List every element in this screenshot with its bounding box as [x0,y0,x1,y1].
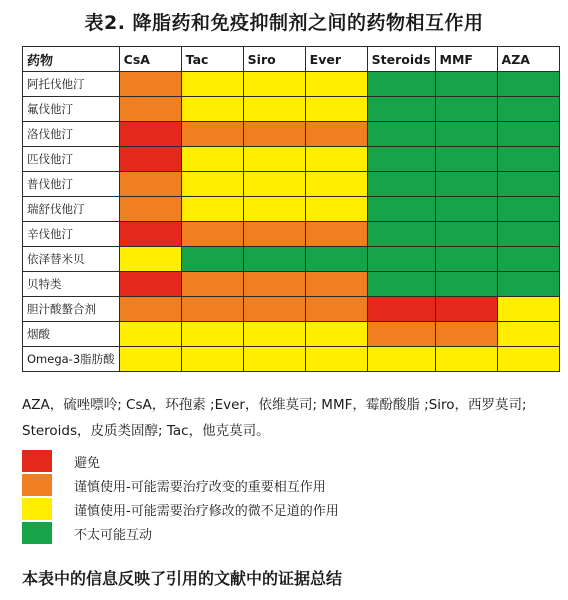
interaction-cell [497,247,559,272]
interaction-cell [119,297,181,322]
interaction-cell [367,72,435,97]
interaction-cell [435,97,497,122]
interaction-cell [367,247,435,272]
column-header-drug: 药物 [23,47,120,72]
interaction-cell [497,147,559,172]
interaction-cell [497,172,559,197]
interaction-cell [119,172,181,197]
drug-name-cell: 胆汁酸螯合剂 [23,297,120,322]
interaction-cell [243,347,305,372]
abbreviation-note: AZA，硫唑嘌呤; CsA，环孢素 ;Ever，依维莫司; MMF，霉酚酸脂 ;Siro，西罗莫司; Steroids，皮质类固醇; Tac，他克莫司。 [22,397,527,439]
interaction-cell [497,72,559,97]
interaction-cell [243,72,305,97]
interaction-cell [435,122,497,147]
interaction-cell [435,72,497,97]
interaction-cell [435,197,497,222]
drug-name-cell: 贝特类 [23,272,120,297]
interaction-cell [181,197,243,222]
interaction-cell [497,322,559,347]
interaction-cell [305,122,367,147]
interaction-cell [435,222,497,247]
interaction-cell [305,97,367,122]
interaction-cell [367,197,435,222]
column-header-steroids: Steroids [367,47,435,72]
interaction-cell [181,222,243,247]
interaction-cell [305,197,367,222]
legend-swatch-red [22,450,52,472]
column-header-tac: Tac [181,47,243,72]
interaction-cell [435,322,497,347]
legend-label: 不太可能互动 [74,528,153,543]
drug-name-cell: 辛伐他汀 [23,222,120,247]
table-row [23,97,560,122]
interaction-cell [243,322,305,347]
interaction-cell [367,272,435,297]
interaction-cell [243,122,305,147]
legend-label: 谨慎使用-可能需要治疗改变的重要相互作用 [74,480,326,495]
interaction-cell [181,297,243,322]
drug-name-cell: 阿托伐他汀 [23,72,120,97]
interaction-cell [181,272,243,297]
table-row [23,72,560,97]
interaction-cell [497,122,559,147]
interaction-cell [497,197,559,222]
interaction-cell [305,272,367,297]
interaction-cell [243,97,305,122]
interaction-cell [119,247,181,272]
footer-note: 本表中的信息反映了引用的文献中的证据总结 [22,569,343,588]
interaction-table [22,46,560,372]
column-header-mmf: MMF [435,47,497,72]
interaction-cell [367,147,435,172]
interaction-cell [497,222,559,247]
interaction-cell [367,172,435,197]
interaction-cell [367,222,435,247]
interaction-cell [435,172,497,197]
interaction-cell [119,147,181,172]
interaction-cell [181,97,243,122]
interaction-cell [435,147,497,172]
interaction-cell [119,272,181,297]
table-row [23,147,560,172]
interaction-cell [119,222,181,247]
interaction-cell [435,347,497,372]
column-header-aza: AZA [497,47,559,72]
interaction-cell [243,222,305,247]
interaction-cell [119,347,181,372]
drug-name-cell: 氟伐他汀 [23,97,120,122]
table-row [23,172,560,197]
table-row [23,247,560,272]
interaction-cell [243,272,305,297]
interaction-cell [305,172,367,197]
table-row [23,347,560,372]
interaction-cell [181,322,243,347]
interaction-cell [181,72,243,97]
interaction-cell [181,247,243,272]
table-row [23,322,560,347]
legend-label: 避免 [74,456,101,471]
page-title: 表2. 降脂药和免疫抑制剂之间的药物相互作用 [84,12,484,34]
table-row [23,272,560,297]
interaction-cell [243,172,305,197]
legend-label: 谨慎使用-可能需要治疗修改的微不足道的作用 [74,504,339,519]
drug-name-cell: 洛伐他汀 [23,122,120,147]
interaction-cell [119,197,181,222]
interaction-cell [181,122,243,147]
drug-name-cell: 瑞舒伐他汀 [23,197,120,222]
interaction-cell [367,97,435,122]
interaction-cell [305,347,367,372]
interaction-cell [435,247,497,272]
interaction-cell [367,322,435,347]
interaction-cell [435,297,497,322]
interaction-cell [243,247,305,272]
drug-name-cell: 匹伐他汀 [23,147,120,172]
interaction-cell [119,322,181,347]
interaction-cell [497,297,559,322]
interaction-cell [243,147,305,172]
table-row [23,222,560,247]
interaction-cell [181,347,243,372]
interaction-cell [181,172,243,197]
column-header-siro: Siro [243,47,305,72]
interaction-cell [305,322,367,347]
interaction-cell [367,347,435,372]
drug-name-cell: 烟酸 [23,322,120,347]
interaction-cell [119,72,181,97]
interaction-cell [497,272,559,297]
drug-name-cell: 依泽替米贝 [23,247,120,272]
column-header-csa: CsA [119,47,181,72]
table-row [23,297,560,322]
drug-name-cell: 普伐他汀 [23,172,120,197]
legend-swatch-orange [22,474,52,496]
interaction-cell [305,297,367,322]
table-body [23,72,560,372]
interaction-cell [497,347,559,372]
column-header-ever: Ever [305,47,367,72]
interaction-cell [305,147,367,172]
interaction-cell [181,147,243,172]
interaction-cell [305,247,367,272]
legend-swatch-yellow [22,498,52,520]
legend-swatch-green [22,522,52,544]
table-header-row [23,47,560,72]
interaction-cell [367,297,435,322]
interaction-cell [305,222,367,247]
interaction-cell [119,122,181,147]
interaction-cell [243,297,305,322]
interaction-cell [305,72,367,97]
table-row [23,197,560,222]
drug-name-cell: Omega-3脂肪酸 [23,347,120,372]
interaction-cell [119,97,181,122]
interaction-cell [367,122,435,147]
table-row [23,122,560,147]
interaction-cell [435,272,497,297]
interaction-cell [497,97,559,122]
interaction-cell [243,197,305,222]
